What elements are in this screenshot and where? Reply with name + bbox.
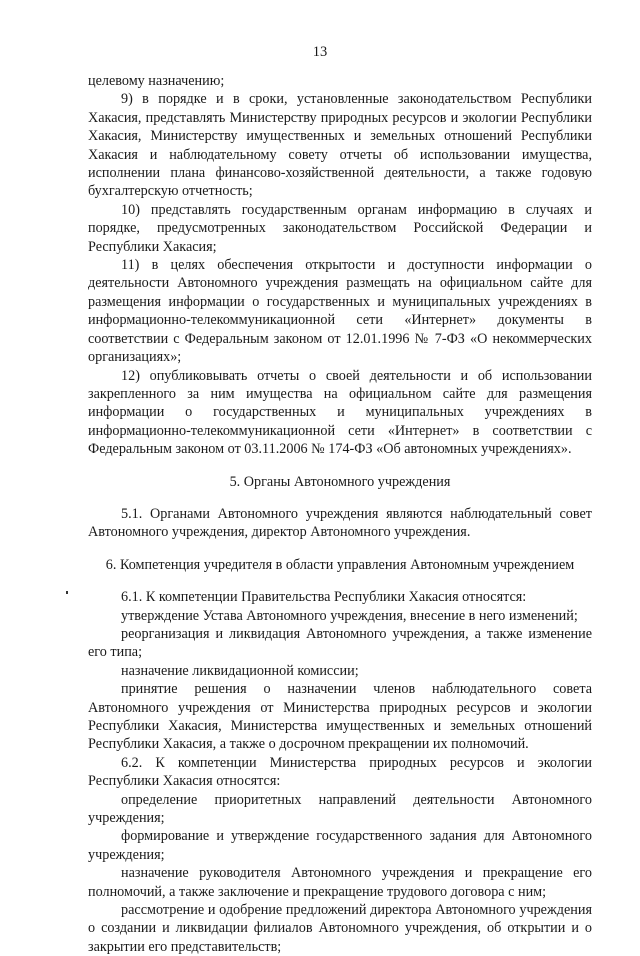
paragraph-item-12: 12) опубликовывать отчеты о своей деятельности и об использовании закрепленного за ним имущества на официальном сайте для размещения информации о государственных и муниципальных учреждениях в информационно-телекоммуникационной сети «Интернет» в соответствии с Федеральным законом от 03.11.2006 № 174-ФЗ «Об автономных учреждениях». — [88, 367, 592, 458]
paragraph-continuation: целевому назначению; — [88, 73, 225, 89]
paragraph-6-2-state-task: формирование и утверждение государственного задания для Автономного учреждения; — [88, 828, 592, 863]
paragraph-6-2-branches: рассмотрение и одобрение предложений директора Автономного учреждения о создании и ликвидации филиалов Автономного учреждения, об открытии и о закрытии его представительств; — [88, 902, 592, 955]
paragraph-6-1: 6.1. К компетенции Правительства Республики Хакасия относятся: — [121, 589, 527, 606]
paragraph-item-9: 9) в порядке и в сроки, установленные законодательством Республики Хакасия, представлять Министерству природных ресурсов и экологии Республики Хакасия, Министерству имущественных и земельных отношений Республики Хакасия и наблюдательному совету отчеты об использовании имущества, исполнении плана финансово-хозяйственной деятельности, а также годовую бухгалтерскую отчетность; — [88, 91, 592, 200]
paragraph-6-1-liquidation-commission: назначение ликвидационной комиссии; — [121, 662, 359, 679]
paragraph-6-2-priorities: определение приоритетных направлений деятельности Автономного учреждения; — [88, 791, 592, 827]
paragraph-6-1-reorganization: реорганизация и ликвидация Автономного учреждения, а также изменение его типа; — [88, 625, 592, 661]
section-heading-5: 5. Органы Автономного учреждения — [229, 473, 451, 490]
section-heading-6: 6. Компетенция учредителя в области управления Автономным учреждением — [105, 556, 575, 573]
paragraph-6-2: 6.2. К компетенции Министерства природных ресурсов и экологии Республики Хакасия относятся: — [88, 754, 592, 790]
paragraph-6-1-board-members: принятие решения о назначении членов наблюдательного совета Автономного учреждения от Министерства природных ресурсов и экологии Республики Хакасия, Министерства имущественных и земельных отношений Республики Хакасия, а также о досрочном прекращении их полномочий. — [88, 681, 592, 753]
paragraph-6-1-charter: утверждение Устава Автономного учреждения, внесение в него изменений; — [121, 607, 578, 624]
paragraph-6-2-director-appointment: назначение руководителя Автономного учреждения и прекращение его полномочий, а также заключение и прекращение трудового договора с ним; — [88, 865, 592, 900]
paragraph-item-11: 11) в целях обеспечения открытости и доступности информации о деятельности Автономного учреждения размещать на официальном сайте для размещения информации о государственных и муниципальных учреждениях в информационно-телекоммуникационной сети «Интернет» документы в соответствии с Федеральным законом от 12.01.1996 № 7-ФЗ «О некоммерческих организациях»; — [88, 257, 592, 366]
page-number: 13 — [312, 44, 328, 60]
document-body — [88, 72, 592, 956]
paragraph-item-10: 10) представлять государственным органам информацию в случаях и порядке, предусмотренных законодательством Российской Федерации и Республики Хакасия; — [88, 201, 592, 255]
scan-mark — [66, 591, 68, 594]
paragraph-5-1: 5.1. Органами Автономного учреждения являются наблюдательный совет Автономного учреждения, директор Автономного учреждения. — [88, 505, 592, 541]
